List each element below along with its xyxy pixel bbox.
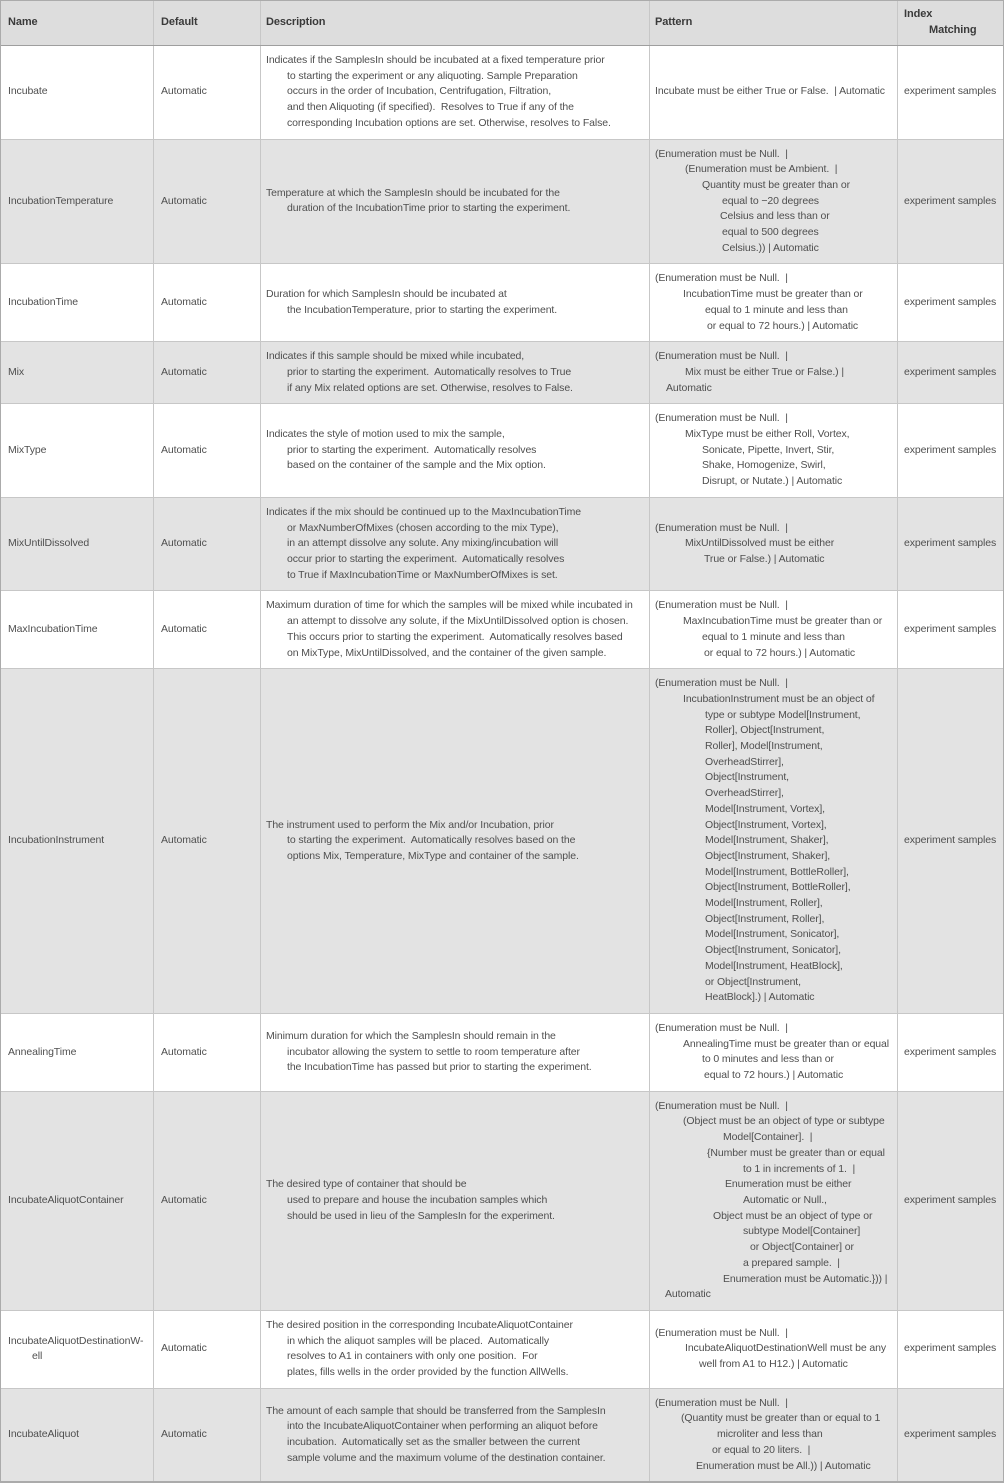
cell-description-line: occurs in the order of Incubation, Centrifugation, Filtration,	[287, 85, 552, 98]
cell-pattern	[650, 1014, 898, 1091]
cell-pattern-line: (Enumeration must be Null. |	[655, 1021, 788, 1034]
cell-description-line: Indicates if this sample should be mixed while incubated,	[266, 350, 525, 363]
cell-default	[154, 140, 261, 264]
cell-description-line: in an attempt dissolve any solute. Any mixing/incubation will	[287, 537, 559, 550]
cell-description-line: resolves to A1 in containers with only one position. For	[287, 1350, 538, 1363]
cell-pattern-line: MaxIncubationTime must be greater than or	[683, 615, 883, 628]
cell-default	[154, 264, 261, 341]
cell-name-line: IncubateAliquotContainer	[8, 1194, 124, 1206]
cell-default	[154, 404, 261, 497]
cell-index-matching	[898, 46, 1003, 139]
cell-default-line: Automatic	[161, 1428, 207, 1441]
cell-description-line: or MaxNumberOfMixes (chosen according to the mix Type),	[287, 521, 559, 534]
cell-pattern-line: Enumeration must be Automatic.})) |	[723, 1272, 888, 1285]
cell-description-line: the IncubationTime has passed but prior to starting the experiment.	[287, 1061, 592, 1074]
cell-pattern-line: or Object[Container] or	[750, 1241, 854, 1254]
cell-pattern	[650, 404, 898, 497]
cell-name	[1, 1014, 154, 1091]
table-row-mixuntildissolved	[1, 498, 1003, 592]
cell-pattern-line: or equal to 72 hours.) | Automatic	[704, 646, 856, 659]
header-index-matching-line: Index	[904, 8, 933, 21]
cell-pattern-line: Mix must be either True or False.) |	[685, 365, 845, 378]
cell-pattern-line: IncubateAliquotDestinationWell must be any	[685, 1342, 887, 1355]
table-row-incubate	[1, 46, 1003, 140]
cell-default-line: Automatic	[161, 365, 207, 378]
cell-pattern-line: or equal to 72 hours.) | Automatic	[707, 319, 859, 332]
cell-name	[1, 46, 154, 139]
cell-pattern-line: IncubationTime must be greater than or	[683, 288, 863, 301]
cell-pattern-line: subtype Model[Container]	[743, 1225, 861, 1238]
cell-description-line: The desired position in the corresponding IncubateAliquotContainer	[266, 1318, 573, 1331]
cell-pattern-line: (Enumeration must be Null. |	[655, 272, 788, 285]
cell-default-line: Automatic	[161, 295, 207, 308]
cell-pattern-line: Quantity must be greater than or	[702, 178, 850, 191]
table-header-row	[1, 1, 1003, 46]
cell-pattern-line: Model[Instrument, BottleRoller],	[705, 865, 849, 878]
cell-description-line: on MixType, MixUntilDissolved, and the container of the given sample.	[287, 646, 607, 659]
cell-pattern-line: (Enumeration must be Null. |	[655, 350, 788, 363]
header-name	[1, 1, 154, 45]
cell-index-matching	[898, 140, 1003, 264]
cell-index-matching	[898, 404, 1003, 497]
cell-pattern-line: {Number must be greater than or equal	[707, 1146, 885, 1159]
cell-description	[261, 498, 650, 591]
cell-description-line: Temperature at which the SamplesIn should be incubated for the	[266, 186, 560, 199]
cell-pattern-line: to 1 in increments of 1. |	[743, 1162, 856, 1175]
cell-index-matching-line: experiment samples	[904, 1194, 997, 1206]
cell-description-line: prior to starting the experiment. Automatically resolves	[287, 443, 537, 456]
cell-pattern-line: Object[Instrument, Vortex],	[705, 818, 827, 831]
cell-description	[261, 46, 650, 139]
cell-index-matching-line: experiment samples	[904, 194, 997, 207]
header-pattern	[650, 1, 898, 45]
cell-description-line: Duration for which SamplesIn should be incubated at	[266, 288, 507, 301]
cell-name	[1, 1311, 154, 1388]
cell-name-line: MixType	[8, 443, 47, 456]
cell-pattern-line: Object[Instrument, Sonicator],	[705, 944, 841, 957]
cell-pattern	[650, 140, 898, 264]
cell-pattern-line: Model[Instrument, Sonicator],	[705, 928, 840, 941]
cell-default-line: Automatic	[161, 834, 207, 847]
cell-pattern-line: OverheadStirrer],	[705, 755, 784, 768]
cell-name	[1, 591, 154, 668]
cell-pattern-line: equal to 72 hours.) | Automatic	[704, 1069, 844, 1082]
cell-default-line: Automatic	[161, 85, 207, 98]
cell-pattern-line: Model[Instrument, Shaker],	[705, 834, 829, 847]
table-row-incubationinstrument	[1, 669, 1003, 1014]
header-index-matching-line: Matching	[929, 24, 977, 36]
cell-description-line: options Mix, Temperature, MixType and container of the sample.	[287, 849, 579, 862]
cell-name-line: IncubationTemperature	[8, 194, 114, 207]
cell-pattern-line: Roller], Object[Instrument,	[705, 724, 825, 737]
cell-pattern-line: Enumeration must be All.)) | Automatic	[696, 1459, 871, 1472]
cell-pattern-line: MixUntilDissolved must be either	[685, 537, 835, 550]
cell-description-line: The amount of each sample that should be transferred from the SamplesIn	[266, 1404, 606, 1417]
cell-pattern-line: (Object must be an object of type or subtype	[683, 1115, 885, 1128]
cell-index-matching-line: experiment samples	[904, 365, 997, 378]
cell-description-line: occur prior to starting the experiment. Automatically resolves	[287, 552, 565, 565]
cell-index-matching	[898, 591, 1003, 668]
cell-description	[261, 140, 650, 264]
cell-description	[261, 1389, 650, 1482]
header-pattern-line: Pattern	[655, 16, 693, 29]
cell-index-matching	[898, 1311, 1003, 1388]
cell-description-line: Indicates if the mix should be continued up to the MaxIncubationTime	[266, 505, 581, 518]
cell-default-line: Automatic	[161, 622, 207, 635]
cell-pattern-line: Object[Instrument, Roller],	[705, 912, 825, 925]
cell-description-line: Indicates if the SamplesIn should be incubated at a fixed temperature prior	[266, 54, 605, 66]
cell-index-matching	[898, 264, 1003, 341]
table-row-incubatealiquot	[1, 1389, 1003, 1483]
cell-index-matching-line: experiment samples	[904, 85, 997, 98]
cell-description	[261, 264, 650, 341]
cell-index-matching-line: experiment samples	[904, 1342, 997, 1355]
cell-pattern-line: or equal to 20 liters. |	[712, 1443, 811, 1456]
cell-index-matching-line: experiment samples	[904, 622, 997, 635]
cell-description-line: prior to starting the experiment. Automatically resolves to True	[287, 365, 572, 378]
cell-pattern-line: IncubationInstrument must be an object of	[683, 692, 875, 705]
cell-name-line: AnnealingTime	[8, 1045, 77, 1058]
cell-index-matching-line: experiment samples	[904, 295, 997, 308]
cell-pattern-line: type or subtype Model[Instrument,	[705, 708, 861, 721]
cell-name-line: MaxIncubationTime	[8, 622, 98, 635]
cell-pattern-line: Model[Container]. |	[723, 1131, 813, 1144]
cell-index-matching	[898, 1092, 1003, 1310]
cell-description	[261, 1014, 650, 1091]
cell-description-line: corresponding Incubation options are set. Otherwise, resolves to False.	[287, 116, 611, 129]
cell-pattern-line: Celsius.)) | Automatic	[722, 241, 819, 254]
cell-default-line: Automatic	[161, 443, 207, 456]
cell-description	[261, 669, 650, 1013]
cell-name-line: IncubationInstrument	[8, 834, 105, 847]
cell-default	[154, 1311, 261, 1388]
cell-default-line: Automatic	[161, 1342, 207, 1355]
cell-name	[1, 1389, 154, 1482]
cell-pattern-line: Model[Instrument, Roller],	[705, 897, 823, 910]
cell-pattern-line: True or False.) | Automatic	[704, 552, 825, 565]
cell-pattern-line: a prepared sample. |	[743, 1256, 840, 1269]
cell-pattern-line: Celsius and less than or	[720, 210, 830, 223]
cell-pattern	[650, 1092, 898, 1310]
cell-name-line: Incubate	[8, 85, 48, 98]
cell-description-line: used to prepare and house the incubation samples which	[287, 1194, 548, 1206]
cell-name-line: MixUntilDissolved	[8, 537, 90, 550]
cell-description-line: to starting the experiment or any aliquoting. Sample Preparation	[287, 69, 578, 82]
cell-description-line: This occurs prior to starting the experiment. Automatically resolves based	[287, 630, 623, 643]
cell-pattern-line: (Enumeration must be Ambient. |	[685, 163, 838, 176]
cell-index-matching-line: experiment samples	[904, 443, 997, 456]
cell-pattern-line: equal to 500 degrees	[722, 226, 819, 239]
table-row-incubationtemperature	[1, 140, 1003, 265]
cell-name	[1, 404, 154, 497]
cell-default	[154, 1014, 261, 1091]
cell-description-line: to starting the experiment. Automatically resolves based on the	[287, 834, 576, 847]
cell-description-line: based on the container of the sample and the Mix option.	[287, 459, 546, 472]
cell-name	[1, 498, 154, 591]
cell-pattern-line: well from A1 to H12.) | Automatic	[699, 1358, 848, 1371]
cell-default	[154, 46, 261, 139]
cell-default	[154, 591, 261, 668]
cell-name	[1, 669, 154, 1013]
cell-default-line: Automatic	[161, 194, 207, 207]
cell-index-matching-line: experiment samples	[904, 1045, 997, 1058]
cell-pattern-line: MixType must be either Roll, Vortex,	[685, 428, 850, 441]
cell-index-matching-line: experiment samples	[904, 1428, 997, 1441]
cell-description-line: incubation. Automatically set as the smaller between the current	[287, 1435, 580, 1448]
cell-pattern-line: equal to 1 minute and less than	[705, 303, 848, 316]
header-default-line: Default	[161, 16, 198, 29]
cell-pattern-line: equal to −20 degrees	[722, 194, 819, 207]
cell-pattern-line: or Object[Instrument,	[705, 975, 801, 988]
cell-description-line: Maximum duration of time for which the samples will be mixed while incubated in	[266, 599, 633, 612]
cell-pattern-line: Automatic or Null.,	[743, 1194, 827, 1206]
cell-description-line: The desired type of container that should be	[266, 1178, 467, 1191]
cell-pattern	[650, 46, 898, 139]
cell-name	[1, 1092, 154, 1310]
cell-description	[261, 591, 650, 668]
cell-pattern-line: (Quantity must be greater than or equal to 1	[681, 1412, 881, 1425]
cell-index-matching-line: experiment samples	[904, 537, 997, 550]
cell-default-line: Automatic	[161, 1194, 207, 1206]
cell-pattern-line: Object[Instrument,	[705, 771, 789, 784]
cell-description-line: should be used in lieu of the SamplesIn for the experiment.	[287, 1209, 555, 1222]
cell-name	[1, 264, 154, 341]
cell-default	[154, 1389, 261, 1482]
header-description	[261, 1, 650, 45]
cell-pattern-line: (Enumeration must be Null. |	[655, 412, 788, 425]
cell-index-matching-line: experiment samples	[904, 834, 997, 847]
table-row-mixtype	[1, 404, 1003, 498]
cell-description-line: into the IncubateAliquotContainer when performing an aliquot before	[287, 1420, 598, 1433]
cell-pattern-line: Model[Instrument, Vortex],	[705, 802, 825, 815]
cell-pattern	[650, 342, 898, 403]
cell-default	[154, 669, 261, 1013]
table-row-incubationtime	[1, 264, 1003, 342]
cell-pattern	[650, 591, 898, 668]
cell-name-line: ell	[32, 1350, 43, 1363]
cell-description-line: if any Mix related options are set. Otherwise, resolves to False.	[287, 381, 573, 394]
cell-description	[261, 1311, 650, 1388]
cell-description-line: plates, fills wells in the order provided by the function AllWells.	[287, 1366, 569, 1379]
cell-default-line: Automatic	[161, 1045, 207, 1058]
cell-default	[154, 1092, 261, 1310]
cell-pattern-line: HeatBlock].) | Automatic	[705, 991, 815, 1004]
cell-pattern-line: Object[Instrument, BottleRoller],	[705, 881, 851, 894]
cell-description-line: in which the aliquot samples will be placed. Automatically	[287, 1334, 549, 1347]
cell-pattern-line: Object must be an object of type or	[713, 1209, 873, 1222]
cell-description-line: duration of the IncubationTime prior to starting the experiment.	[287, 202, 571, 215]
cell-pattern-line: Automatic	[665, 1288, 711, 1301]
cell-pattern-line: OverheadStirrer],	[705, 787, 784, 800]
cell-pattern	[650, 1389, 898, 1482]
cell-pattern-line: (Enumeration must be Null. |	[655, 1326, 788, 1339]
cell-pattern	[650, 264, 898, 341]
cell-pattern	[650, 498, 898, 591]
cell-name-line: IncubationTime	[8, 295, 78, 308]
cell-name	[1, 342, 154, 403]
cell-pattern-line: Incubate must be either True or False. | Automatic	[655, 85, 885, 98]
cell-index-matching	[898, 342, 1003, 403]
table-row-maxincubationtime	[1, 591, 1003, 669]
cell-pattern-line: (Enumeration must be Null. |	[655, 1396, 788, 1409]
cell-pattern	[650, 1311, 898, 1388]
cell-pattern-line: Object[Instrument, Shaker],	[705, 849, 831, 862]
header-index-matching	[898, 1, 1003, 45]
cell-default	[154, 498, 261, 591]
cell-name-line: IncubateAliquot	[8, 1428, 79, 1441]
cell-description	[261, 1092, 650, 1310]
cell-description-line: sample volume and the maximum volume of the destination container.	[287, 1451, 606, 1464]
cell-pattern-line: (Enumeration must be Null. |	[655, 1099, 788, 1112]
cell-description-line: the IncubationTemperature, prior to starting the experiment.	[287, 303, 558, 316]
cell-description	[261, 342, 650, 403]
cell-index-matching	[898, 1389, 1003, 1482]
cell-pattern-line: Model[Instrument, HeatBlock],	[705, 959, 843, 972]
table-row-annealingtime	[1, 1014, 1003, 1092]
cell-description-line: incubator allowing the system to settle to room temperature after	[287, 1045, 580, 1058]
cell-pattern-line: (Enumeration must be Null. |	[655, 147, 788, 160]
cell-pattern-line: to 0 minutes and less than or	[702, 1053, 834, 1066]
cell-name	[1, 140, 154, 264]
cell-default-line: Automatic	[161, 537, 207, 550]
cell-index-matching	[898, 669, 1003, 1013]
table-row-mix	[1, 342, 1003, 404]
header-name-line: Name	[8, 16, 38, 29]
cell-description	[261, 404, 650, 497]
cell-pattern	[650, 669, 898, 1013]
cell-pattern-line: Shake, Homogenize, Swirl,	[702, 459, 826, 472]
cell-pattern-line: (Enumeration must be Null. |	[655, 599, 788, 612]
cell-pattern-line: Automatic	[666, 381, 712, 394]
header-default	[154, 1, 261, 45]
cell-pattern-line: Sonicate, Pipette, Invert, Stir,	[702, 443, 835, 456]
cell-description-line: Minimum duration for which the SamplesIn should remain in the	[266, 1029, 556, 1042]
table-row-incubatealiquotcontainer	[1, 1092, 1003, 1311]
header-description-line: Description	[266, 16, 326, 29]
cell-pattern-line: (Enumeration must be Null. |	[655, 521, 788, 534]
table-row-incubatealiquotdestinationw	[1, 1311, 1003, 1389]
cell-pattern-line: Disrupt, or Nutate.) | Automatic	[702, 475, 843, 488]
cell-name-line: IncubateAliquotDestinationW-	[8, 1334, 144, 1347]
cell-pattern-line: AnnealingTime must be greater than or equal	[683, 1037, 890, 1050]
cell-default	[154, 342, 261, 403]
cell-pattern-line: equal to 1 minute and less than	[702, 630, 845, 643]
cell-pattern-line: Enumeration must be either	[725, 1178, 852, 1191]
cell-description-line: an attempt to dissolve any solute, if the MixUntilDissolved option is chosen.	[287, 615, 629, 628]
cell-pattern-line: microliter and less than	[717, 1428, 823, 1441]
cell-index-matching	[898, 498, 1003, 591]
cell-name-line: Mix	[8, 365, 25, 378]
cell-pattern-line: Roller], Model[Instrument,	[705, 740, 823, 753]
cell-description-line: and then Aliquoting (if specified). Resolves to True if any of the	[287, 101, 574, 114]
cell-description-line: The instrument used to perform the Mix and/or Incubation, prior	[266, 818, 554, 831]
cell-description-line: Indicates the style of motion used to mix the sample,	[266, 428, 505, 441]
cell-index-matching	[898, 1014, 1003, 1091]
cell-description-line: to True if MaxIncubationTime or MaxNumberOfMixes is set.	[287, 568, 558, 581]
cell-pattern-line: (Enumeration must be Null. |	[655, 677, 788, 690]
